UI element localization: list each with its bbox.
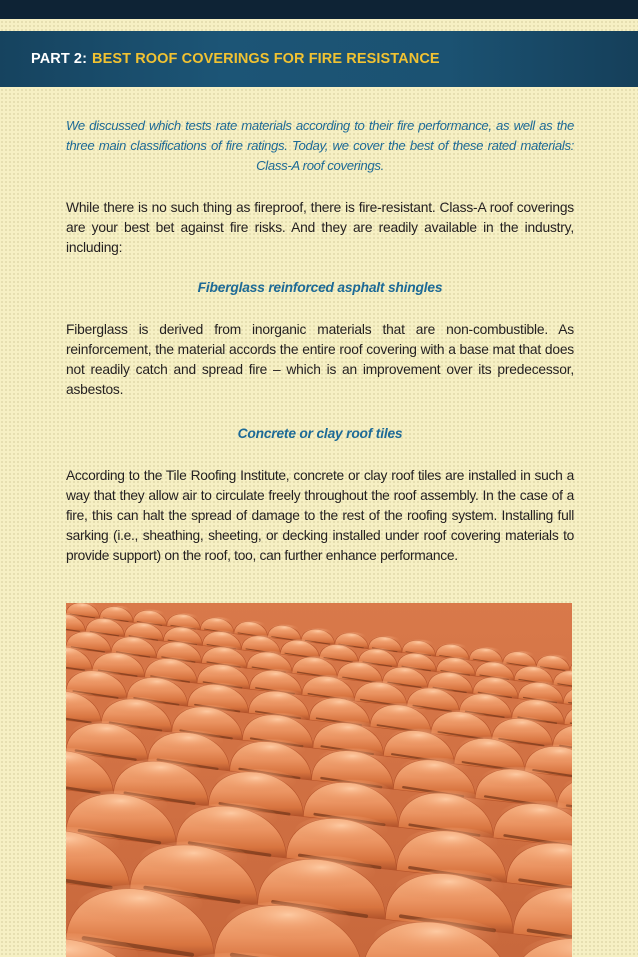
tile-highlight — [121, 758, 201, 783]
tile-highlight — [115, 636, 153, 648]
tile-highlight — [70, 630, 108, 642]
tile-highlight — [304, 628, 332, 637]
tile-highlight — [216, 769, 296, 794]
tile-highlight — [517, 665, 550, 675]
tile-highlight — [439, 657, 472, 667]
tile-highlight — [478, 661, 511, 671]
tile-highlight — [314, 696, 365, 712]
tile-highlight — [128, 622, 161, 632]
tile-highlight — [341, 661, 379, 673]
roof-tiles-illustration — [66, 603, 572, 957]
tile-highlight — [237, 621, 265, 630]
tile-highlight — [73, 721, 142, 743]
tile-highlight — [436, 710, 487, 726]
tile-highlight — [319, 721, 378, 740]
tile-highlight — [248, 713, 307, 732]
tile-highlight — [206, 630, 239, 640]
section-header — [0, 31, 638, 87]
tile-highlight — [167, 626, 200, 636]
tile-highlight — [160, 641, 198, 653]
roof-tiles-photo — [66, 603, 572, 957]
tile-highlight — [268, 855, 375, 889]
tile-highlight — [185, 803, 278, 832]
tile-highlight — [406, 790, 486, 815]
subheading-tiles: Concrete or clay roof tiles — [237, 426, 403, 441]
tile-highlight — [386, 666, 424, 678]
tile-highlight — [136, 609, 164, 618]
tile-highlight — [361, 648, 394, 658]
tile-highlight — [497, 717, 548, 733]
tile-highlight — [516, 698, 560, 712]
tile-highlight — [438, 643, 466, 652]
tile-highlight — [254, 669, 298, 683]
section-title: BEST ROOF COVERINGS FOR FIRE RESISTANCE — [92, 51, 440, 67]
tile-highlight — [396, 870, 503, 904]
tile-highlight — [140, 841, 247, 875]
tile-highlight — [270, 624, 298, 633]
tile-highlight — [236, 739, 305, 761]
tile-highlight — [149, 657, 193, 671]
intro-text: We discussed which tests rate materials according to their fire performance, as well as the three main classifications of fire ratings. Today, we cover the best of these rated materials: Class-A roof coverings. — [66, 118, 574, 173]
tile-highlight — [250, 651, 288, 663]
tile-highlight — [464, 692, 508, 706]
tile-highlight — [193, 683, 244, 699]
tile-highlight — [374, 918, 499, 957]
tile-highlight — [154, 730, 223, 752]
tile-highlight — [460, 736, 519, 755]
tile-highlight — [178, 705, 237, 724]
tile-highlight — [306, 675, 350, 689]
tile-highlight — [337, 632, 365, 641]
tile-highlight — [75, 791, 168, 820]
tile-highlight — [295, 815, 388, 844]
tile-highlight — [203, 617, 231, 626]
paragraph-fiberglass: Fiberglass is derived from inorganic materials that are non-combustible. As reinforcement, the material accords the entire roof covering with a base mat that does not readily catch and spread fire – which is an improvement over its predecessor, asbestos. — [66, 322, 574, 397]
top-bar — [0, 0, 638, 19]
tile-highlight — [371, 636, 399, 645]
tile-highlight — [102, 606, 130, 615]
tile-highlight — [375, 703, 426, 719]
paragraph-tiles: According to the Tile Roofing Institute, concrete or clay roof tiles are installed in such a way that they allow air to circulate freely throughout the roof assembly. In the case of a fire, this can halt the spread of damage to the rest of the roofing system. Installing full sarking (i.e., sheathing, sheeting, or decking installed under roof covering materials to provide support) on the roof, too, can further enhance performance. — [66, 468, 574, 563]
tile-highlight — [201, 663, 245, 677]
tile-highlight — [205, 646, 243, 658]
tile-highlight — [89, 617, 122, 627]
tile-highlight — [505, 651, 533, 660]
subheading-fiberglass: Fiberglass reinforced asphalt shingles — [197, 280, 443, 295]
tile-highlight — [411, 686, 455, 700]
tile-highlight — [96, 651, 140, 665]
tile-highlight — [389, 729, 448, 748]
tile-highlight — [283, 639, 316, 649]
tile-highlight — [405, 828, 498, 857]
tile-highlight — [359, 681, 403, 695]
tile-highlight — [245, 635, 278, 645]
tile-highlight — [400, 757, 469, 779]
tile-highlight — [318, 748, 387, 770]
tile-highlight — [132, 676, 183, 692]
part-label: PART 2: — [31, 51, 88, 67]
tile-highlight — [482, 767, 551, 789]
tile-highlight — [296, 656, 334, 668]
tile-highlight — [78, 884, 203, 924]
tile-highlight — [405, 639, 433, 648]
tile-highlight — [431, 671, 469, 683]
tile-highlight — [226, 901, 351, 941]
tile-highlight — [400, 652, 433, 662]
tile-highlight — [522, 681, 560, 693]
tile-highlight — [253, 689, 304, 705]
tile-highlight — [322, 643, 355, 653]
tile-highlight — [477, 676, 515, 688]
paragraph-intro: While there is no such thing as fireproof, there is fire-resistant. Class-A roof coverings are your best bet against fire risks. And they are readily available in the industry, including: — [66, 200, 574, 255]
tile-highlight — [472, 647, 500, 656]
tile-highlight — [71, 669, 122, 685]
tile-highlight — [311, 780, 391, 805]
tile-highlight — [107, 697, 166, 716]
tile-highlight — [539, 655, 567, 664]
tile-highlight — [169, 613, 197, 622]
